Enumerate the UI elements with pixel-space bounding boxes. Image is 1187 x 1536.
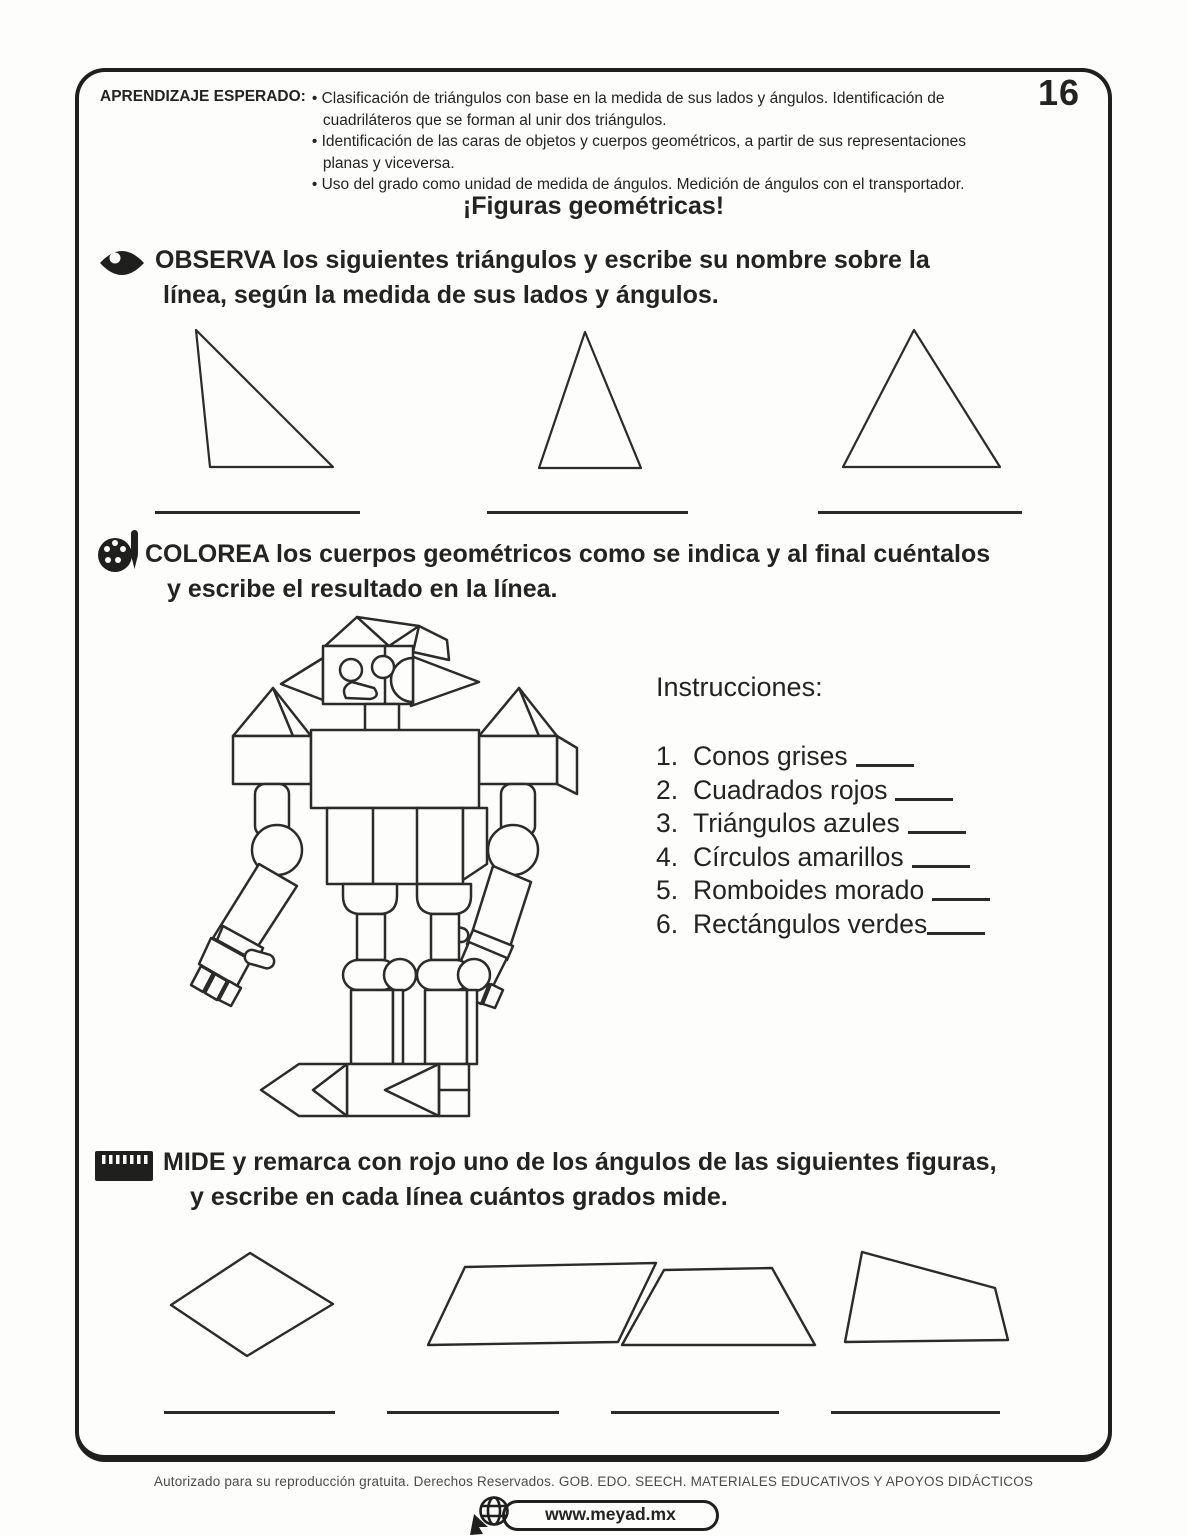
- expected-learning-label: APRENDIZAJE ESPERADO:: [100, 88, 306, 105]
- mide-heading-line1: MIDE y remarca con rojo uno de los ángulos de las siguientes figuras,: [163, 1148, 997, 1176]
- robot-right-thigh: [431, 914, 459, 960]
- bullet-item: • Identificación de las caras de objetos y cuerpos geométricos, a partir de sus representaciones planas y viceversa.: [312, 131, 984, 174]
- irregular-quadrilateral[interactable]: [845, 1252, 1008, 1342]
- trapezoid[interactable]: [622, 1268, 815, 1345]
- bullet-item: • Uso del grado como unidad de medida de ángulos. Medición de ángulos con el transportador.: [312, 174, 984, 196]
- quadrilaterals-row: [75, 1240, 1115, 1365]
- count-blank[interactable]: [908, 807, 966, 834]
- robot-pelvis: [327, 808, 463, 884]
- robot-chest-rectangle: [311, 730, 479, 808]
- degrees-answer-line[interactable]: [611, 1411, 779, 1414]
- page-number: 16: [1038, 72, 1081, 113]
- triangles-row: [75, 322, 1115, 474]
- robot-figure[interactable]: [185, 612, 605, 1132]
- robot-eye-circle: [340, 659, 362, 681]
- instruction-item: 5. Romboides morado: [656, 874, 990, 908]
- count-blank[interactable]: [932, 874, 990, 901]
- degrees-answer-line[interactable]: [831, 1411, 1000, 1414]
- ruler-icon: [95, 1151, 153, 1181]
- count-blank[interactable]: [895, 774, 953, 801]
- robot-right-hip: [417, 884, 471, 914]
- colorea-heading-line1: COLOREA los cuerpos geométricos como se indica y al final cuéntalos: [145, 540, 991, 568]
- instruction-item: 2. Cuadrados rojos: [656, 774, 990, 808]
- colorea-heading-line2: y escribe el resultado en la línea.: [167, 575, 558, 603]
- mide-heading: [163, 1145, 997, 1215]
- robot-right-shoulder-cone: [479, 688, 557, 736]
- robot-left-knee-circle: [384, 959, 416, 991]
- parallelogram[interactable]: [428, 1263, 656, 1345]
- website-pill: www.meyad.mx: [502, 1500, 719, 1531]
- expected-learning-header: [100, 88, 1050, 196]
- robot-hair-quad: [413, 626, 449, 660]
- instructions-title: Instrucciones:: [656, 672, 823, 702]
- robot-right-shin: [425, 990, 467, 1064]
- page-title: ¡Figuras geométricas!: [462, 192, 725, 220]
- footer-copyright: Autorizado para su reproducción gratuita. Derechos Reservados. GOB. EDO. SEECH. MATERIALES EDUCATIVOS Y APOYOS DIDÁCTICOS: [153, 1474, 1034, 1489]
- bullet-item: • Clasificación de triángulos con base en la medida de sus lados y ángulos. Identificación de cuadriláteros que se forman al unir dos triángulos.: [312, 88, 984, 131]
- instructions-list: [656, 740, 990, 941]
- observa-heading-line1: OBSERVA los siguientes triángulos y escribe su nombre sobre la: [155, 246, 930, 274]
- globe-icon: [468, 1494, 514, 1536]
- triangle-answer-line[interactable]: [155, 511, 360, 514]
- palette-icon: [96, 528, 142, 574]
- robot-left-thigh: [357, 914, 385, 960]
- mide-heading-line2: y escribe en cada línea cuántos grados mide.: [190, 1183, 728, 1211]
- instruction-item: 6. Rectángulos verdes: [656, 908, 990, 942]
- count-blank[interactable]: [856, 740, 914, 767]
- robot-left-shoulder-box: [233, 736, 311, 784]
- robot-left-hip: [343, 884, 397, 914]
- triangle-answer-line[interactable]: [818, 511, 1022, 514]
- observa-heading: [155, 243, 930, 313]
- robot-left-ear-triangle: [281, 658, 323, 700]
- robot-eye-circle: [372, 656, 394, 678]
- isosceles-triangle: [539, 332, 641, 468]
- degrees-answer-line[interactable]: [387, 1411, 559, 1414]
- observa-heading-line2: línea, según la medida de sus lados y ángulos.: [163, 281, 719, 309]
- footer-logo: [0, 1494, 1187, 1536]
- count-blank[interactable]: [927, 908, 985, 935]
- expected-learning-bullets: [312, 88, 984, 196]
- triangle-answer-line[interactable]: [487, 511, 688, 514]
- instruction-item: 3. Triángulos azules: [656, 807, 990, 841]
- robot-left-shoulder-cone: [233, 688, 311, 736]
- acute-triangle: [843, 330, 1000, 467]
- instruction-item: 4. Círculos amarillos: [656, 841, 990, 875]
- count-blank[interactable]: [912, 841, 970, 868]
- robot-left-shin: [351, 990, 393, 1064]
- colorea-heading: [145, 537, 990, 607]
- robot-right-shoulder-box: [479, 736, 557, 784]
- robot-right-ear-triangle: [411, 656, 479, 706]
- degrees-answer-line[interactable]: [164, 1411, 335, 1414]
- robot-right-knee-circle: [458, 959, 490, 991]
- instruction-item: 1. Conos grises: [656, 740, 990, 774]
- eye-icon: [98, 246, 146, 280]
- rhombus[interactable]: [171, 1253, 333, 1356]
- scalene-triangle: [196, 330, 333, 467]
